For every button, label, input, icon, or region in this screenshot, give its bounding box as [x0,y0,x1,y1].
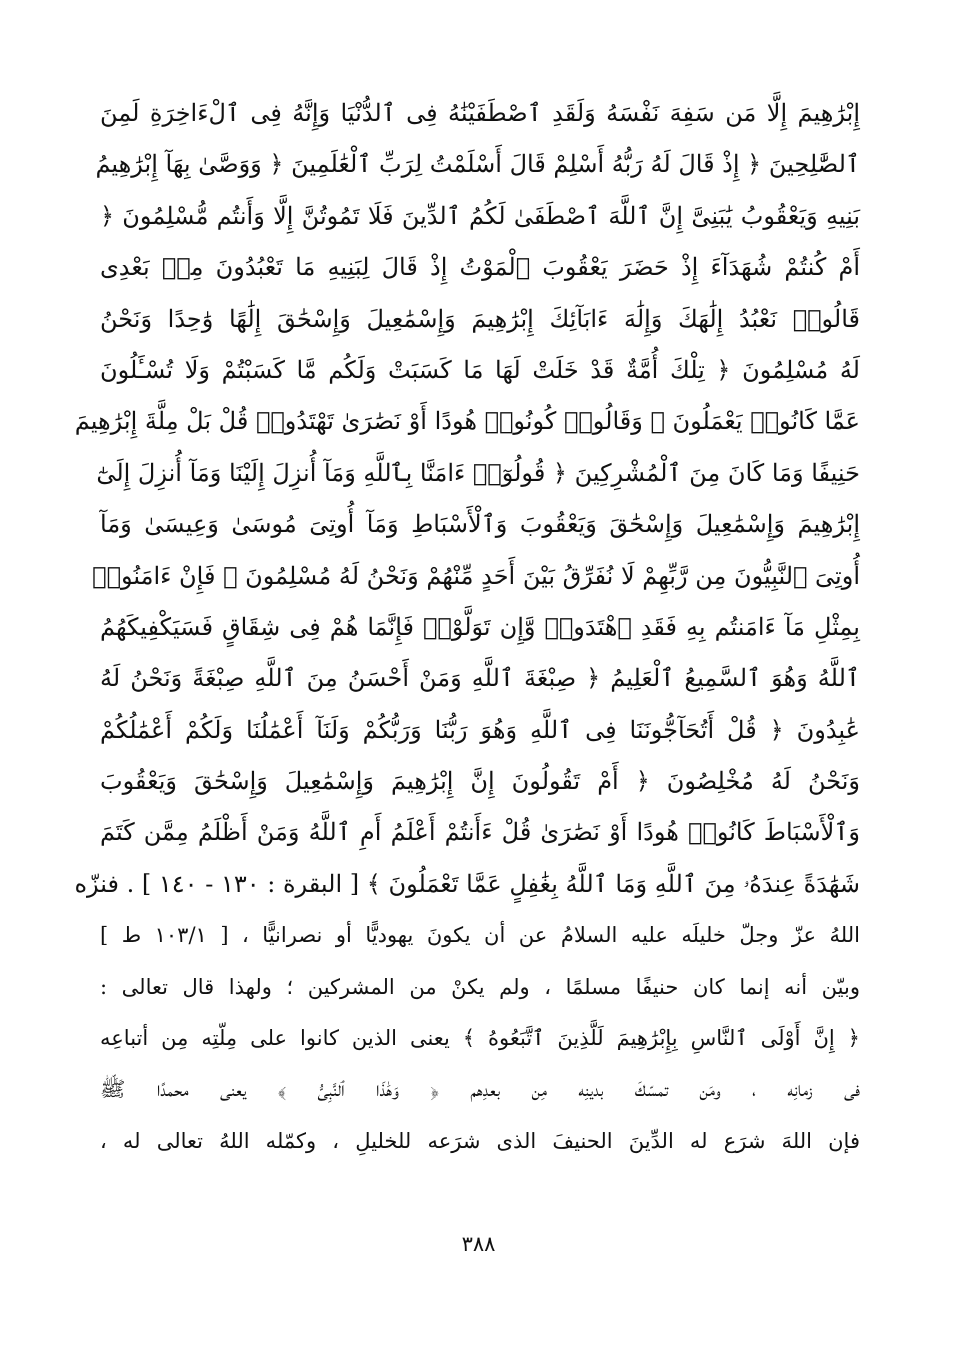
text-line-8: حَنِيفًا وَمَا كَانَ مِنَ ٱلْمُشْرِكِينَ ﴿ قُولُوٓا۟ ءَامَنَّا بِٱللَّهِ وَمَآ أُنزِلَ إِلَيْنَا وَمَآ أُنزِلَ إِلَىٰٓ [96,458,860,487]
text-line-20: فى زمانِه ، ومَن تمسّكَ بدينِه مِن بعدِهم ﴿ وَهَٰذَا ٱلنَّبِىُّ ﴾ يعنى محمدًا ﷺ [100,1077,860,1102]
text-line-4: أَمْ كُنتُمْ شُهَدَآءَ إِذْ حَضَرَ يَعْقُوبَ ٱلْمَوْتُ إِذْ قَالَ لِبَنِيهِ مَا تَعْبُدُونَ مِنۢ بَعْدِى [100,253,860,282]
text-line-12: ٱللَّهُ وَهُوَ ٱلسَّمِيعُ ٱلْعَلِيمُ ﴿ صِبْغَةَ ٱللَّهِ وَمَنْ أَحْسَنُ مِنَ ٱللَّهِ صِبْغَةً وَنَحْنُ لَهُ [100,664,860,693]
text-line-13: عَٰبِدُونَ ﴿ قُلْ أَتُحَآجُّونَنَا فِى ٱللَّهِ وَهُوَ رَبُّنَا وَرَبُّكُمْ وَلَنَآ أَعْمَٰلُنَا وَلَكُمْ أَعْمَٰلُكُمْ [100,715,860,744]
text-line-19: ﴿ إِنَّ أَوْلَى ٱلنَّاسِ بِإِبْرَٰهِيمَ لَلَّذِينَ ٱتَّبَعُوهُ ﴾ يعنى الذين كانوا على مِلّتِه مِن أتباعِه [100,1026,860,1051]
text-line-17: اللهُ عزّ وجلّ خليلَه عليه السلامُ عن أن يكونَ يهوديًّا أو نصرانيًّا ، [ ١٠٣/١ ط ] [100,923,860,948]
text-line-18: وبيّن أنه إنما كان حنيفًا مسلمًا ، ولم يكنْ من المشركين ؛ ولهذا قال تعالى : [100,974,860,999]
page-number: ٣٨٨ [461,1232,496,1256]
text-line-21: فإن اللهَ شرَع له الدِّينَ الحنيفَ الذى شرَعه للخليلِ ، وكمّله اللهُ تعالى له ، [100,1128,860,1153]
text-line-11: بِمِثْلِ مَآ ءَامَنتُم بِهِ فَقَدِ ٱهْتَدَوا۟ وَّإِن تَوَلَّوْا۟ فَإِنَّمَا هُمْ فِى شِقَاقٍ فَسَيَكْفِيكَهُمُ [100,612,860,641]
text-line-14: وَنَحْنُ لَهُ مُخْلِصُونَ ﴿ أَمْ تَقُولُونَ إِنَّ إِبْرَٰهِيمَ وَإِسْمَٰعِيلَ وَإِسْحَٰقَ وَيَعْقُوبَ [100,767,860,796]
body-text [74,88,861,1167]
text-line-5: قَالُوا۟ نَعْبُدُ إِلَٰهَكَ وَإِلَٰهَ ءَابَآئِكَ إِبْرَٰهِيمَ وَإِسْمَٰعِيلَ وَإِسْحَٰقَ إِلَٰهًا وَٰحِدًا وَنَحْنُ [100,304,860,333]
text-line-15: وَٱلْأَسْبَاطَ كَانُوا۟ هُودًا أَوْ نَصَٰرَىٰ قُلْ ءَأَنتُمْ أَعْلَمُ أَمِ ٱللَّهُ وَمَنْ أَظْلَمُ مِمَّن كَتَمَ [100,818,861,847]
text-line-7: عَمَّا كَانُوا۟ يَعْمَلُونَ ﴿ وَقَالُوا۟ كُونُوا۟ هُودًا أَوْ نَصَٰرَىٰ تَهْتَدُوا۟ قُلْ بَلْ مِلَّةَ إِبْرَٰهِيمَ [74,407,860,436]
text-line-3: بَنِيهِ وَيَعْقُوبُ يَٰبَنِىَّ إِنَّ ٱللَّهَ ٱصْطَفَىٰ لَكُمُ ٱلدِّينَ فَلَا تَمُوتُنَّ إِلَّا وَأَنتُم مُّسْلِمُونَ ﴿ [100,201,860,230]
text-line-9: إِبْرَٰهِيمَ وَإِسْمَٰعِيلَ وَإِسْحَٰقَ وَيَعْقُوبَ وَٱلْأَسْبَاطِ وَمَآ أُوتِىَ مُوسَىٰ وَعِيسَىٰ وَمَآ [100,510,860,539]
text-line-2: ٱلصَّٰلِحِينَ ﴿ إِذْ قَالَ لَهُ رَبُّهُ أَسْلِمْ قَالَ أَسْلَمْتُ لِرَبِّ ٱلْعَٰلَمِينَ ﴿ وَوَصَّىٰ بِهَآ إِبْرَٰهِيمُ [95,150,860,179]
text-line-6: لَهُ مُسْلِمُونَ ﴿ تِلْكَ أُمَّةٌ قَدْ خَلَتْ لَهَا مَا كَسَبَتْ وَلَكُم مَّا كَسَبْتُمْ وَلَا تُسْـَٔلُونَ [100,355,860,384]
text-line-1: إِبْرَٰهِيمَ إِلَّا مَن سَفِهَ نَفْسَهُ وَلَقَدِ ٱصْطَفَيْنَٰهُ فِى ٱلدُّنْيَا وَإِنَّهُ فِى ٱلْءَاخِرَةِ لَمِنَ [100,99,860,127]
text-line-16: شَهَٰدَةً عِندَهُۥ مِنَ ٱللَّهِ وَمَا ٱللَّهُ بِغَٰفِلٍ عَمَّا تَعْمَلُونَ ﴾ [ البقرة : ١٣٠ - ١٤٠ ] . فنزّه [74,869,860,898]
text-line-10: أُوتِىَ ٱلنَّبِيُّونَ مِن رَّبِّهِمْ لَا نُفَرِّقُ بَيْنَ أَحَدٍ مِّنْهُمْ وَنَحْنُ لَهُ مُسْلِمُونَ ﴿ فَإِنْ ءَامَنُوا۟ [92,561,860,590]
